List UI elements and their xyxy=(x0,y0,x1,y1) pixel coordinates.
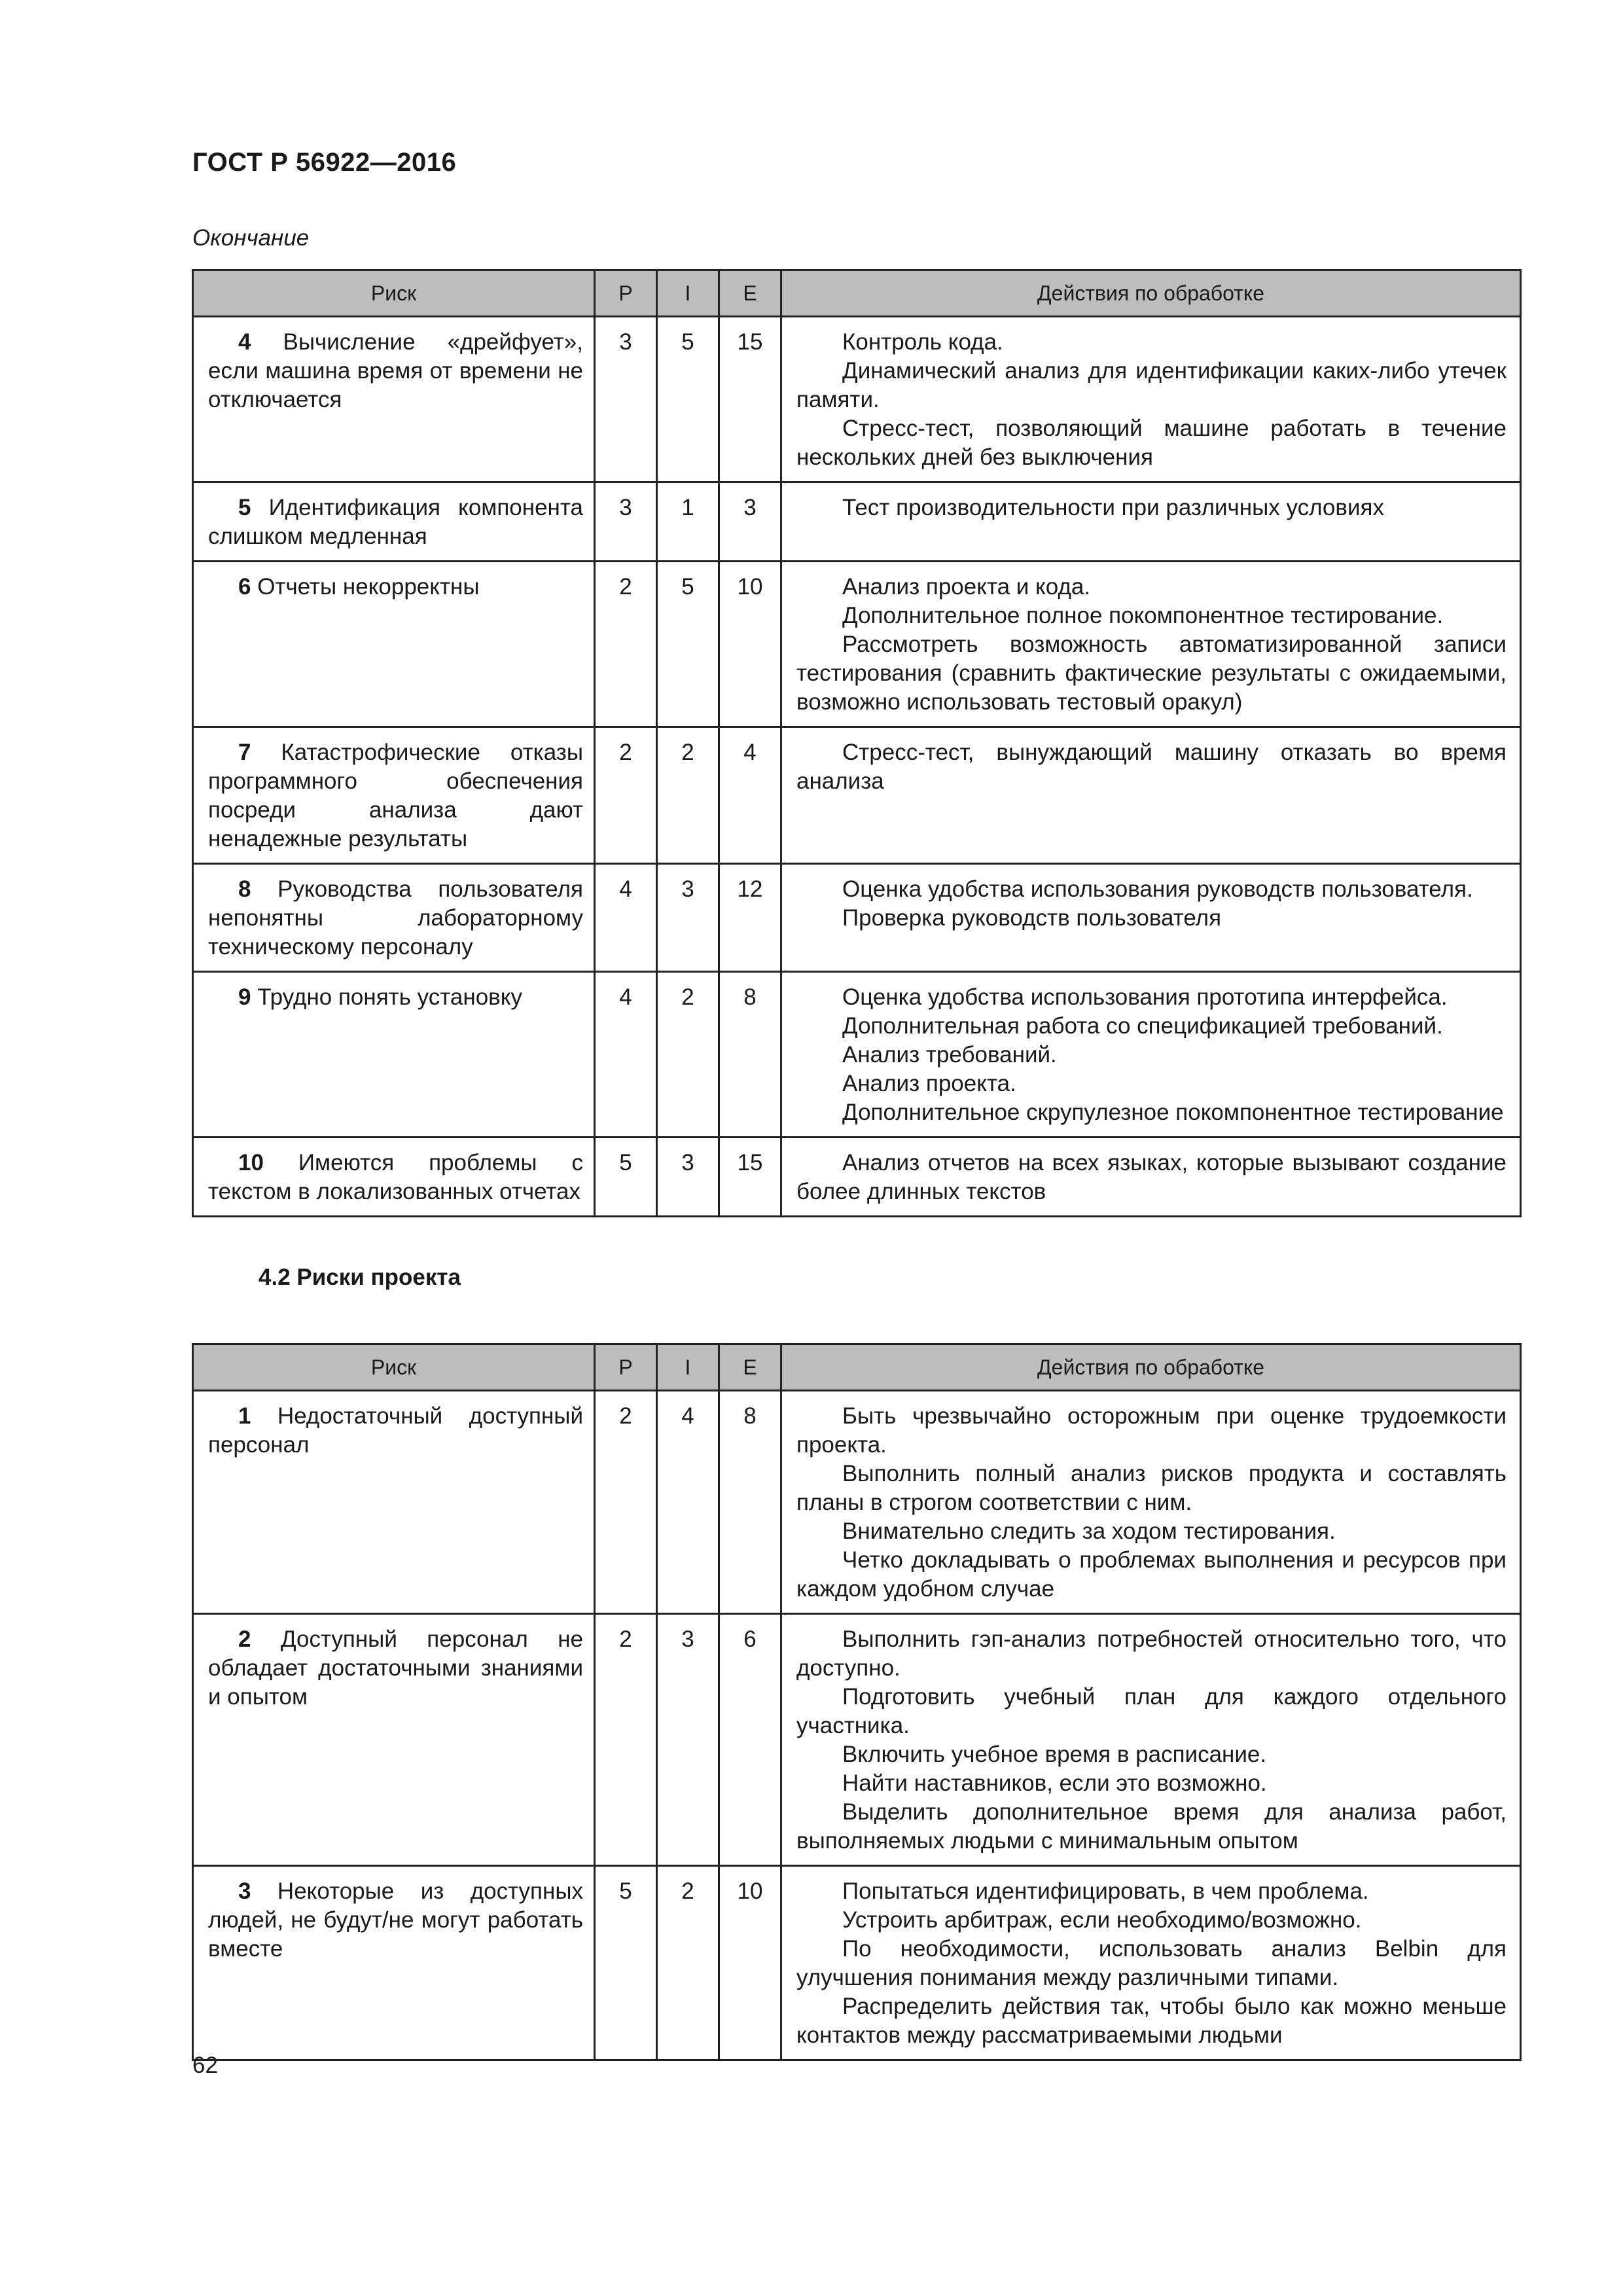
risk-text: Катастрофические отказы программного обеспечения посреди анализа дают ненадежные результаты xyxy=(208,740,583,852)
p-value-cell: 2 xyxy=(595,562,657,727)
actions-cell xyxy=(781,1614,1521,1866)
i-value-cell: 5 xyxy=(657,562,719,727)
action-item: Динамический анализ для идентификации каких-либо утечек памяти. xyxy=(796,358,1507,412)
p-value-cell: 5 xyxy=(595,1866,657,2060)
action-item: Выполнить гэп-анализ потребностей относительно того, что доступно. xyxy=(796,1626,1507,1681)
p-value-cell: 2 xyxy=(595,727,657,864)
risk-cell xyxy=(193,317,595,482)
risk-cell xyxy=(193,1138,595,1217)
action-item: Дополнительное скрупулезное покомпонентное тестирование xyxy=(842,1100,1504,1125)
action-item: Устроить арбитраж, если необходимо/возможно. xyxy=(842,1907,1362,1933)
risk-cell xyxy=(193,1614,595,1866)
action-item: Тест производительности при различных условиях xyxy=(842,495,1384,520)
risk-text: Доступный персонал не обладает достаточными знаниями и опытом xyxy=(208,1626,583,1710)
table-header-row xyxy=(193,1344,1521,1391)
header-actions: Действия по обработке xyxy=(781,270,1521,317)
action-item: Подготовить учебный план для каждого отдельного участника. xyxy=(796,1684,1507,1738)
action-item: Стресс-тест, вынуждающий машину отказать во время анализа xyxy=(796,740,1507,794)
action-item: Оценка удобства использования прототипа интерфейса. xyxy=(842,984,1448,1010)
header-risk: Риск xyxy=(193,1344,595,1391)
actions-cell xyxy=(781,317,1521,482)
action-item: Стресс-тест, позволяющий машине работать в течение нескольких дней без выключения xyxy=(796,416,1507,470)
header-e: E xyxy=(719,270,781,317)
i-value-cell: 4 xyxy=(657,1391,719,1614)
actions-cell xyxy=(781,1138,1521,1217)
header-i: I xyxy=(657,1344,719,1391)
actions-cell xyxy=(781,482,1521,562)
header-i: I xyxy=(657,270,719,317)
table-row xyxy=(193,482,1521,562)
i-value-cell: 2 xyxy=(657,727,719,864)
action-item: По необходимости, использовать анализ Belbin для улучшения понимания между различными типами. xyxy=(796,1936,1507,1990)
p-value-cell: 4 xyxy=(595,864,657,972)
header-actions: Действия по обработке xyxy=(781,1344,1521,1391)
p-value-cell: 5 xyxy=(595,1138,657,1217)
action-item: Проверка руководств пользователя xyxy=(842,905,1222,931)
action-item: Найти наставников, если это возможно. xyxy=(842,1770,1267,1796)
risk-cell xyxy=(193,972,595,1138)
header-p: P xyxy=(595,1344,657,1391)
actions-cell xyxy=(781,864,1521,972)
risk-cell xyxy=(193,727,595,864)
risk-number: 3 xyxy=(238,1878,251,1904)
p-value-cell: 3 xyxy=(595,482,657,562)
table-row xyxy=(193,1138,1521,1217)
i-value-cell: 2 xyxy=(657,1866,719,2060)
header-p: P xyxy=(595,270,657,317)
e-value-cell: 6 xyxy=(719,1614,781,1866)
risk-text: Руководства пользователя непонятны лабораторному техническому персоналу xyxy=(208,876,583,960)
risk-cell xyxy=(193,562,595,727)
actions-cell xyxy=(781,972,1521,1138)
document-code: ГОСТ Р 56922—2016 xyxy=(192,148,457,177)
risk-number: 10 xyxy=(238,1150,264,1175)
p-value-cell: 2 xyxy=(595,1614,657,1866)
e-value-cell: 12 xyxy=(719,864,781,972)
risk-cell xyxy=(193,864,595,972)
actions-cell xyxy=(781,727,1521,864)
i-value-cell: 2 xyxy=(657,972,719,1138)
action-item: Анализ отчетов на всех языках, которые вызывают создание более длинных текстов xyxy=(796,1150,1507,1204)
risk-text: Трудно понять установку xyxy=(257,984,522,1010)
table-row xyxy=(193,972,1521,1138)
header-risk: Риск xyxy=(193,270,595,317)
e-value-cell: 10 xyxy=(719,562,781,727)
table-row xyxy=(193,1391,1521,1614)
risk-number: 8 xyxy=(238,876,251,902)
table-row xyxy=(193,1614,1521,1866)
table-row xyxy=(193,727,1521,864)
actions-cell xyxy=(781,1866,1521,2060)
risk-text: Вычисление «дрейфует», если машина время от времени не отключается xyxy=(208,329,583,412)
i-value-cell: 3 xyxy=(657,1614,719,1866)
i-value-cell: 3 xyxy=(657,864,719,972)
risk-number: 7 xyxy=(238,740,251,765)
table-body xyxy=(193,1391,1521,2060)
table-body xyxy=(193,317,1521,1217)
risk-number: 4 xyxy=(238,329,251,355)
action-item: Рассмотреть возможность автоматизированной записи тестирования (сравнить фактические результаты с ожидаемыми, возможно использовать тестовый оракул) xyxy=(796,632,1507,715)
p-value-cell: 3 xyxy=(595,317,657,482)
section-heading: 4.2 Риски проекта xyxy=(259,1265,461,1290)
risk-text: Идентификация компонента слишком медленная xyxy=(208,495,583,549)
i-value-cell: 1 xyxy=(657,482,719,562)
e-value-cell: 15 xyxy=(719,317,781,482)
risk-number: 5 xyxy=(238,495,251,520)
e-value-cell: 10 xyxy=(719,1866,781,2060)
e-value-cell: 8 xyxy=(719,1391,781,1614)
product-risks-table xyxy=(192,269,1522,1217)
table-row xyxy=(193,317,1521,482)
e-value-cell: 3 xyxy=(719,482,781,562)
action-item: Распределить действия так, чтобы было как можно меньше контактов между рассматриваемыми людьми xyxy=(796,1994,1507,2048)
action-item: Внимательно следить за ходом тестирования. xyxy=(842,1518,1336,1544)
table-row xyxy=(193,864,1521,972)
p-value-cell: 4 xyxy=(595,972,657,1138)
risk-cell xyxy=(193,1391,595,1614)
actions-cell xyxy=(781,1391,1521,1614)
action-item: Четко докладывать о проблемах выполнения и ресурсов при каждом удобном случае xyxy=(796,1547,1507,1602)
risk-number: 6 xyxy=(238,574,251,600)
risk-text: Недостаточный доступный персонал xyxy=(208,1403,583,1458)
risk-text: Отчеты некорректны xyxy=(257,574,480,600)
table-row xyxy=(193,562,1521,727)
action-item: Выполнить полный анализ рисков продукта и составлять планы в строгом соответствии с ним. xyxy=(796,1461,1507,1515)
risk-cell xyxy=(193,482,595,562)
header-e: E xyxy=(719,1344,781,1391)
action-item: Анализ проекта. xyxy=(842,1071,1016,1096)
risk-number: 1 xyxy=(238,1403,251,1429)
e-value-cell: 4 xyxy=(719,727,781,864)
action-item: Выделить дополнительное время для анализа работ, выполняемых людьми с минимальным опытом xyxy=(796,1799,1507,1854)
risk-text: Некоторые из доступных людей, не будут/не могут работать вместе xyxy=(208,1878,583,1962)
action-item: Дополнительное полное покомпонентное тестирование. xyxy=(842,603,1444,628)
i-value-cell: 5 xyxy=(657,317,719,482)
e-value-cell: 15 xyxy=(719,1138,781,1217)
action-item: Контроль кода. xyxy=(842,329,1003,355)
project-risks-table xyxy=(192,1343,1522,2061)
i-value-cell: 3 xyxy=(657,1138,719,1217)
actions-cell xyxy=(781,562,1521,727)
action-item: Анализ проекта и кода. xyxy=(842,574,1091,600)
action-item: Анализ требований. xyxy=(842,1042,1057,1067)
risk-number: 2 xyxy=(238,1626,251,1652)
continuation-label: Окончание xyxy=(192,225,310,251)
action-item: Попытаться идентифицировать, в чем проблема. xyxy=(842,1878,1369,1904)
action-item: Дополнительная работа со спецификацией требований. xyxy=(842,1013,1443,1039)
p-value-cell: 2 xyxy=(595,1391,657,1614)
e-value-cell: 8 xyxy=(719,972,781,1138)
action-item: Оценка удобства использования руководств пользователя. xyxy=(842,876,1473,902)
risk-number: 9 xyxy=(238,984,251,1010)
action-item: Включить учебное время в расписание. xyxy=(842,1742,1267,1767)
action-item: Быть чрезвычайно осторожным при оценке трудоемкости проекта. xyxy=(796,1403,1507,1458)
risk-text: Имеются проблемы с текстом в локализованных отчетах xyxy=(208,1150,583,1204)
page-number: 62 xyxy=(192,2053,218,2078)
table-header-row xyxy=(193,270,1521,317)
table-row xyxy=(193,1866,1521,2060)
risk-cell xyxy=(193,1866,595,2060)
